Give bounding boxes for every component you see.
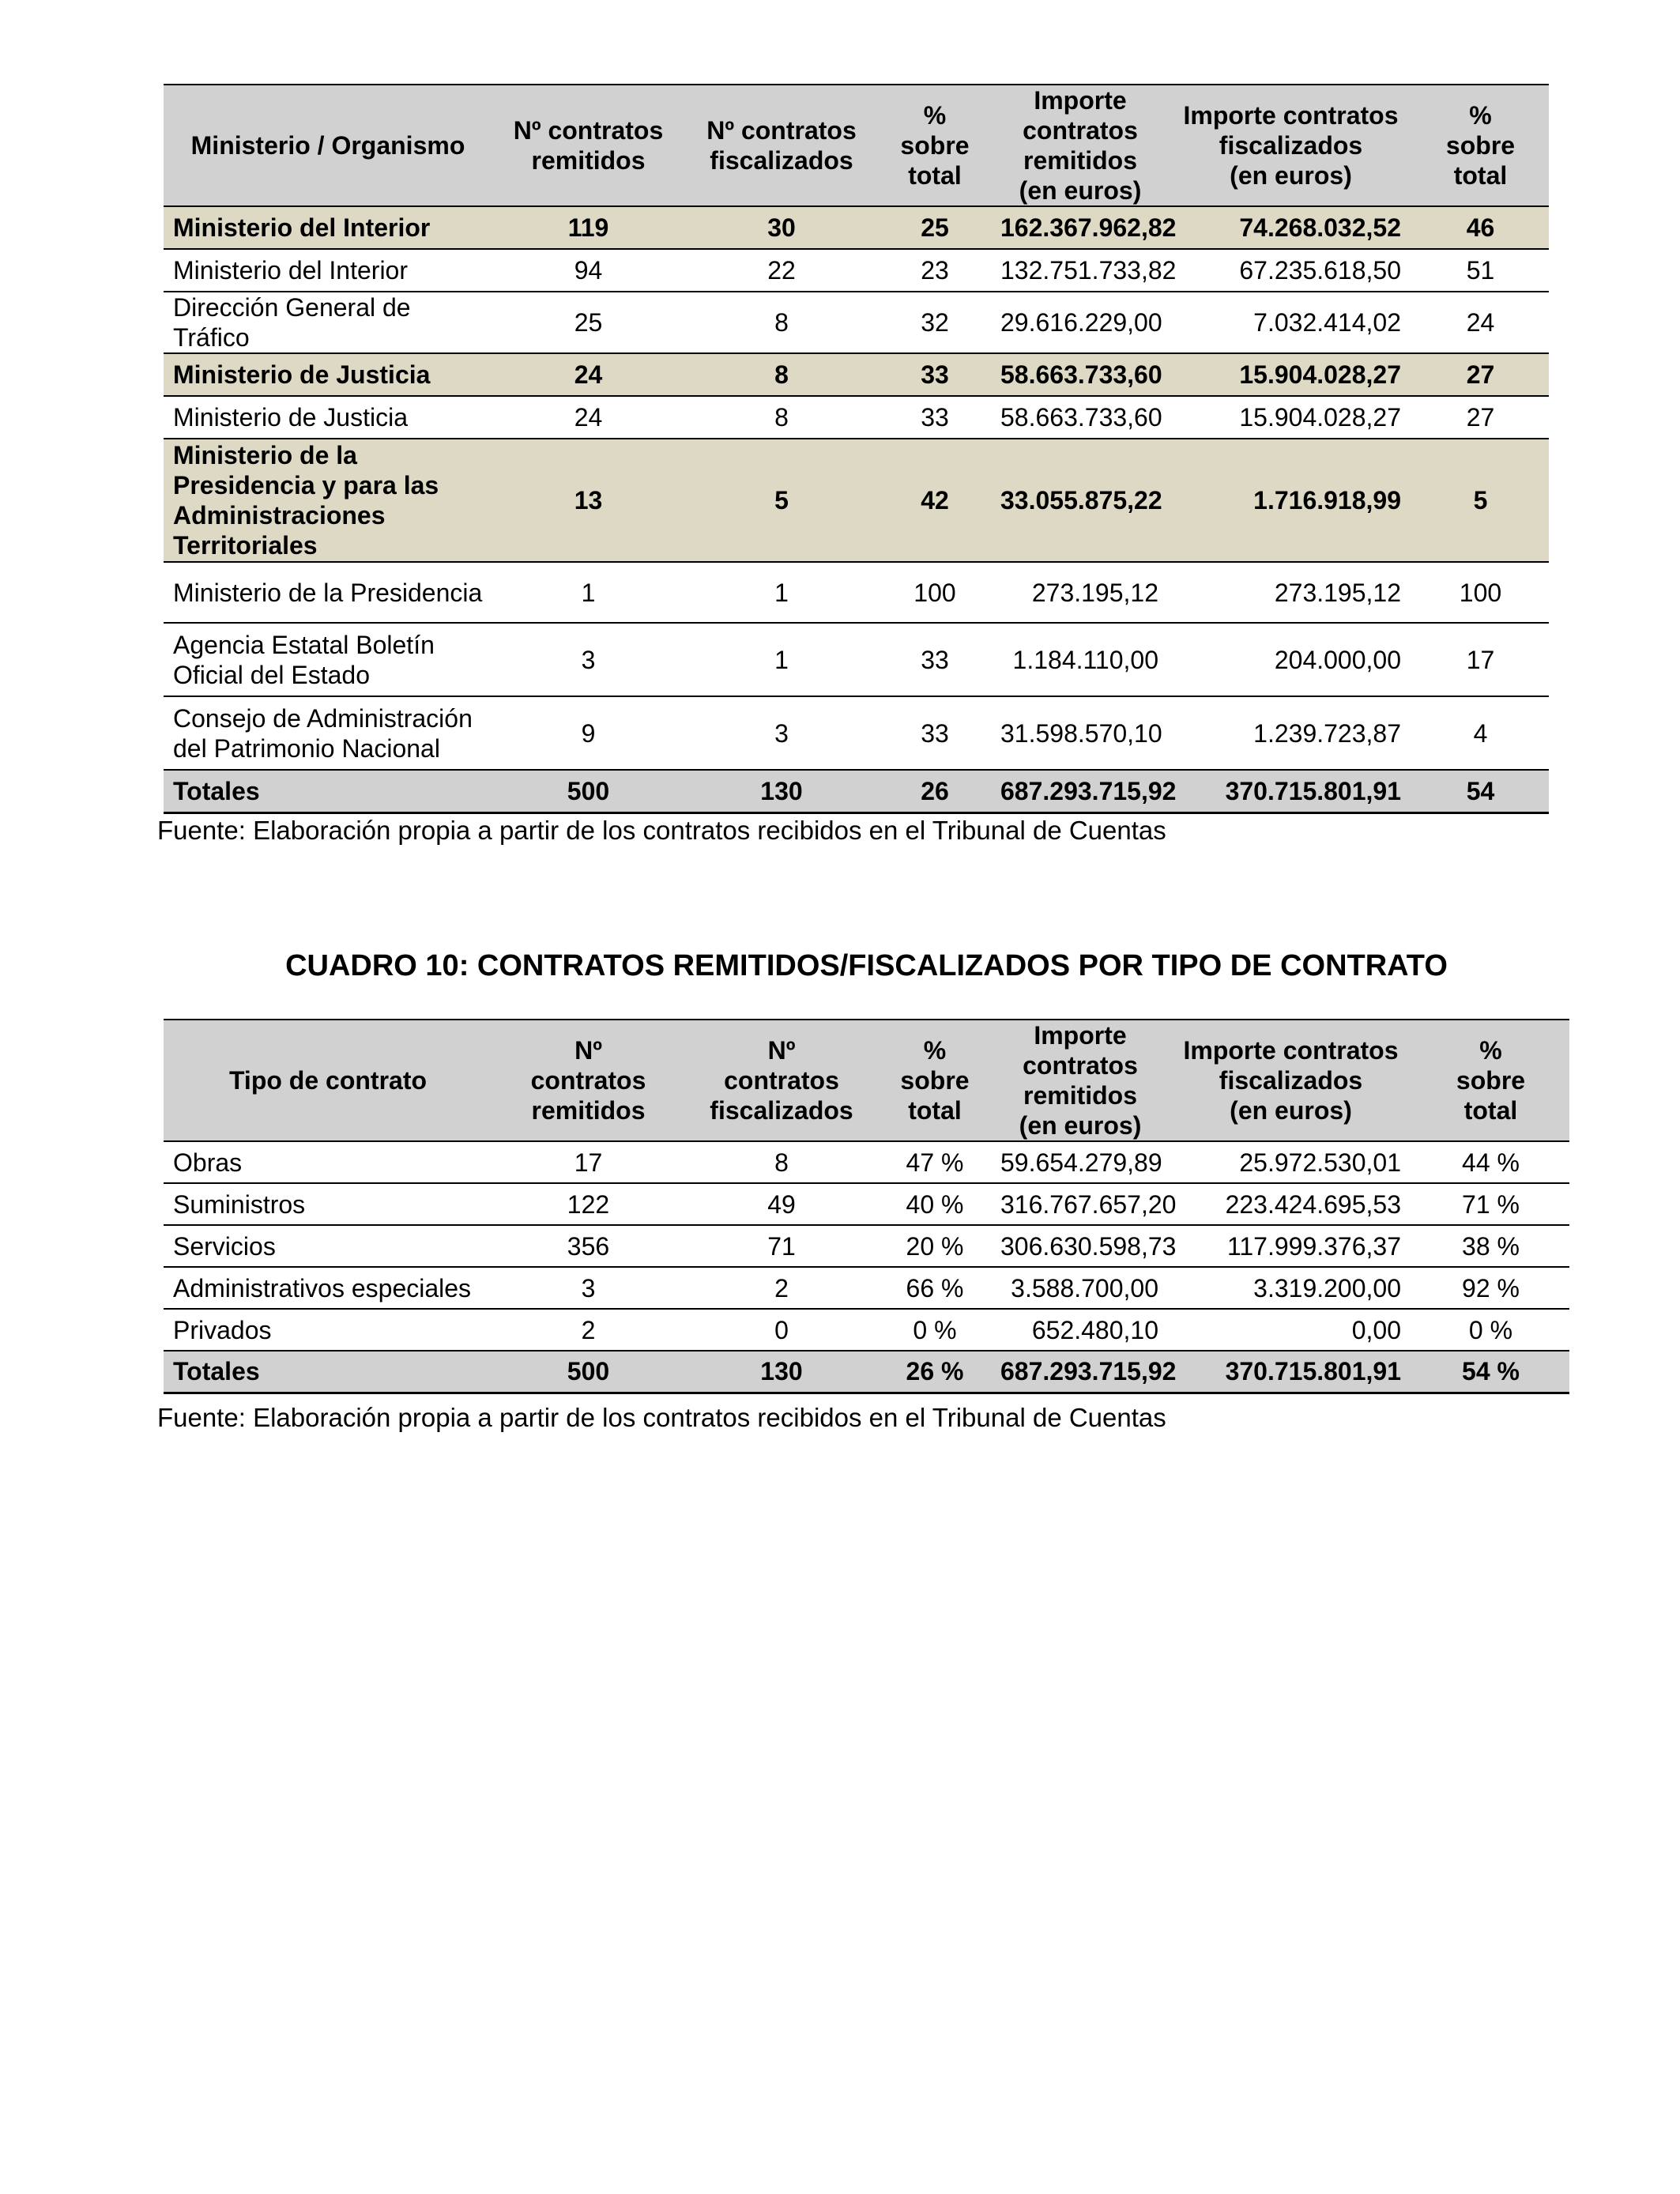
cell-pct: 42: [879, 439, 991, 562]
totals-row: [164, 1351, 1569, 1393]
cell-pct-importe: 51: [1412, 249, 1549, 292]
cell-importe-remitidos: 59.654.279,89: [991, 1141, 1170, 1183]
cell-pct: 33: [879, 353, 991, 396]
cell-totals-label: Totales: [164, 1351, 492, 1393]
table-row: [164, 353, 1549, 396]
cell-importe-remitidos: 652.480,10: [991, 1309, 1170, 1351]
table-row: [164, 623, 1549, 696]
cell-tipo: Obras: [164, 1141, 492, 1183]
cell-remitidos: 122: [492, 1183, 684, 1225]
table2-source-note: Fuente: Elaboración propia a partir de los contratos recibidos en el Tribunal de Cuentas: [157, 1403, 1166, 1432]
cell-pct: 23: [879, 249, 991, 292]
cell-pct-importe: 0 %: [1412, 1309, 1569, 1351]
cell-importe-fiscalizados: 0,00: [1170, 1309, 1412, 1351]
header-fiscalizados: Nº contratos fiscalizados: [684, 85, 879, 206]
cell-fiscalizados: 8: [684, 353, 879, 396]
cell-importe-fiscalizados: 204.000,00: [1170, 623, 1412, 696]
cell-importe-fiscalizados: 67.235.618,50: [1170, 249, 1412, 292]
cell-importe-fiscalizados: 74.268.032,52: [1170, 206, 1412, 249]
header-importe-fiscalizados: Importe contratos fiscalizados (en euros): [1170, 85, 1412, 206]
cell-pct: 100: [879, 562, 991, 623]
table-row: [164, 439, 1549, 562]
cell-fiscalizados: 0: [684, 1309, 879, 1351]
ministry-contracts-table: [164, 84, 1549, 814]
cell-importe-remitidos: 132.751.733,82: [991, 249, 1170, 292]
cell-fiscalizados: 2: [684, 1267, 879, 1309]
cell-fiscalizados: 1: [684, 623, 879, 696]
cell-pct-importe: 71 %: [1412, 1183, 1569, 1225]
cell-pct: 40 %: [879, 1183, 991, 1225]
cell-pct-importe: 27: [1412, 353, 1549, 396]
cell-pct: 32: [879, 292, 991, 353]
cell-remitidos: 13: [492, 439, 684, 562]
cell-organismo: Dirección General de Tráfico: [164, 292, 492, 353]
header-pct-count: % sobre total: [879, 85, 991, 206]
table-row: [164, 1183, 1569, 1225]
cell-remitidos: 24: [492, 396, 684, 439]
cell-importe-remitidos: 273.195,12: [991, 562, 1170, 623]
cell-remitidos: 24: [492, 353, 684, 396]
cell-organismo: Agencia Estatal Boletín Oficial del Estado: [164, 623, 492, 696]
cell-pct-importe: 38 %: [1412, 1225, 1569, 1267]
table-row: [164, 396, 1549, 439]
cell-fiscalizados: 22: [684, 249, 879, 292]
header-pct-importe: % sobre total: [1412, 85, 1549, 206]
cell-importe-fiscalizados: 1.716.918,99: [1170, 439, 1412, 562]
cell-importe-remitidos: 687.293.715,92: [991, 770, 1170, 812]
cell-fiscalizados: 8: [684, 396, 879, 439]
cell-importe-fiscalizados: 223.424.695,53: [1170, 1183, 1412, 1225]
cell-pct: 25: [879, 206, 991, 249]
cell-importe-fiscalizados: 273.195,12: [1170, 562, 1412, 623]
cell-remitidos: 119: [492, 206, 684, 249]
header-importe-remitidos: Importe contratos remitidos (en euros): [991, 85, 1170, 206]
cell-remitidos: 17: [492, 1141, 684, 1183]
cell-pct-importe: 5: [1412, 439, 1549, 562]
cell-remitidos: 500: [492, 1351, 684, 1393]
cell-importe-fiscalizados: 7.032.414,02: [1170, 292, 1412, 353]
table-row: [164, 1225, 1569, 1267]
table-row: [164, 249, 1549, 292]
cell-pct: 0 %: [879, 1309, 991, 1351]
cell-organismo: Ministerio del Interior: [164, 249, 492, 292]
cell-tipo: Administrativos especiales: [164, 1267, 492, 1309]
cell-organismo: Ministerio de la Presidencia: [164, 562, 492, 623]
header-pct-importe: % sobre total: [1412, 1020, 1569, 1141]
cell-pct-importe: 54 %: [1412, 1351, 1569, 1393]
cell-pct: 33: [879, 396, 991, 439]
cell-remitidos: 500: [492, 770, 684, 812]
cell-pct-importe: 100: [1412, 562, 1549, 623]
table-row: [164, 696, 1549, 770]
cell-organismo: Ministerio de Justicia: [164, 353, 492, 396]
cell-fiscalizados: 5: [684, 439, 879, 562]
cell-tipo: Suministros: [164, 1183, 492, 1225]
cell-importe-remitidos: 31.598.570,10: [991, 696, 1170, 770]
cell-importe-fiscalizados: 3.319.200,00: [1170, 1267, 1412, 1309]
cell-tipo: Privados: [164, 1309, 492, 1351]
cell-importe-remitidos: 1.184.110,00: [991, 623, 1170, 696]
cell-pct-importe: 24: [1412, 292, 1549, 353]
cell-importe-remitidos: 58.663.733,60: [991, 353, 1170, 396]
cell-pct: 26 %: [879, 1351, 991, 1393]
table-header-row: [164, 85, 1549, 206]
cell-totals-label: Totales: [164, 770, 492, 812]
cell-fiscalizados: 30: [684, 206, 879, 249]
cell-importe-fiscalizados: 1.239.723,87: [1170, 696, 1412, 770]
cell-pct-importe: 44 %: [1412, 1141, 1569, 1183]
cell-pct: 66 %: [879, 1267, 991, 1309]
cell-pct-importe: 27: [1412, 396, 1549, 439]
cell-fiscalizados: 49: [684, 1183, 879, 1225]
cell-importe-fiscalizados: 117.999.376,37: [1170, 1225, 1412, 1267]
cell-importe-fiscalizados: 15.904.028,27: [1170, 396, 1412, 439]
totals-row: [164, 770, 1549, 812]
header-remitidos: Nº contratos remitidos: [492, 1020, 684, 1141]
table-row: [164, 562, 1549, 623]
table-row: [164, 1309, 1569, 1351]
cell-pct-importe: 54: [1412, 770, 1549, 812]
header-fiscalizados: Nº contratos fiscalizados: [684, 1020, 879, 1141]
cell-pct: 33: [879, 696, 991, 770]
cell-importe-fiscalizados: 370.715.801,91: [1170, 770, 1412, 812]
cell-remitidos: 94: [492, 249, 684, 292]
table-header-row: [164, 1020, 1569, 1141]
cell-organismo: Ministerio del Interior: [164, 206, 492, 249]
cell-importe-remitidos: 33.055.875,22: [991, 439, 1170, 562]
table-row: [164, 1267, 1569, 1309]
cell-remitidos: 9: [492, 696, 684, 770]
cell-importe-remitidos: 58.663.733,60: [991, 396, 1170, 439]
cell-tipo: Servicios: [164, 1225, 492, 1267]
cell-fiscalizados: 3: [684, 696, 879, 770]
cell-fiscalizados: 71: [684, 1225, 879, 1267]
cell-fiscalizados: 130: [684, 1351, 879, 1393]
cell-importe-remitidos: 306.630.598,73: [991, 1225, 1170, 1267]
header-organismo: Ministerio / Organismo: [164, 85, 492, 206]
header-remitidos: Nº contratos remitidos: [492, 85, 684, 206]
cell-remitidos: 2: [492, 1309, 684, 1351]
cell-pct-importe: 46: [1412, 206, 1549, 249]
contract-type-table: [164, 1019, 1569, 1394]
cell-pct: 26: [879, 770, 991, 812]
cell-importe-fiscalizados: 370.715.801,91: [1170, 1351, 1412, 1393]
cell-pct: 47 %: [879, 1141, 991, 1183]
cell-remitidos: 25: [492, 292, 684, 353]
cell-pct: 20 %: [879, 1225, 991, 1267]
table1-source-note: Fuente: Elaboración propia a partir de los contratos recibidos en el Tribunal de Cuentas: [157, 816, 1166, 845]
cell-fiscalizados: 8: [684, 292, 879, 353]
cell-importe-remitidos: 687.293.715,92: [991, 1351, 1170, 1393]
cell-organismo: Ministerio de la Presidencia y para las Administraciones Territoriales: [164, 439, 492, 562]
cell-fiscalizados: 130: [684, 770, 879, 812]
cell-organismo: Ministerio de Justicia: [164, 396, 492, 439]
cell-pct: 33: [879, 623, 991, 696]
cell-remitidos: 3: [492, 1267, 684, 1309]
cell-fiscalizados: 8: [684, 1141, 879, 1183]
header-tipo: Tipo de contrato: [164, 1020, 492, 1141]
header-importe-fiscalizados: Importe contratos fiscalizados (en euros): [1170, 1020, 1412, 1141]
cell-importe-fiscalizados: 25.972.530,01: [1170, 1141, 1412, 1183]
cell-remitidos: 1: [492, 562, 684, 623]
cell-pct-importe: 17: [1412, 623, 1549, 696]
cell-remitidos: 3: [492, 623, 684, 696]
cell-remitidos: 356: [492, 1225, 684, 1267]
cell-importe-remitidos: 3.588.700,00: [991, 1267, 1170, 1309]
cell-pct-importe: 4: [1412, 696, 1549, 770]
cell-importe-remitidos: 316.767.657,20: [991, 1183, 1170, 1225]
cell-organismo: Consejo de Administración del Patrimonio Nacional: [164, 696, 492, 770]
header-pct-count: % sobre total: [879, 1020, 991, 1141]
header-importe-remitidos: Importe contratos remitidos (en euros): [991, 1020, 1170, 1141]
table-row: [164, 292, 1549, 353]
cell-importe-remitidos: 29.616.229,00: [991, 292, 1170, 353]
table-row: [164, 206, 1549, 249]
cell-importe-fiscalizados: 15.904.028,27: [1170, 353, 1412, 396]
cell-importe-remitidos: 162.367.962,82: [991, 206, 1170, 249]
table-row: [164, 1141, 1569, 1183]
cell-fiscalizados: 1: [684, 562, 879, 623]
cell-pct-importe: 92 %: [1412, 1267, 1569, 1309]
table2-title: CUADRO 10: CONTRATOS REMITIDOS/FISCALIZADOS POR TIPO DE CONTRATO: [285, 949, 1448, 982]
